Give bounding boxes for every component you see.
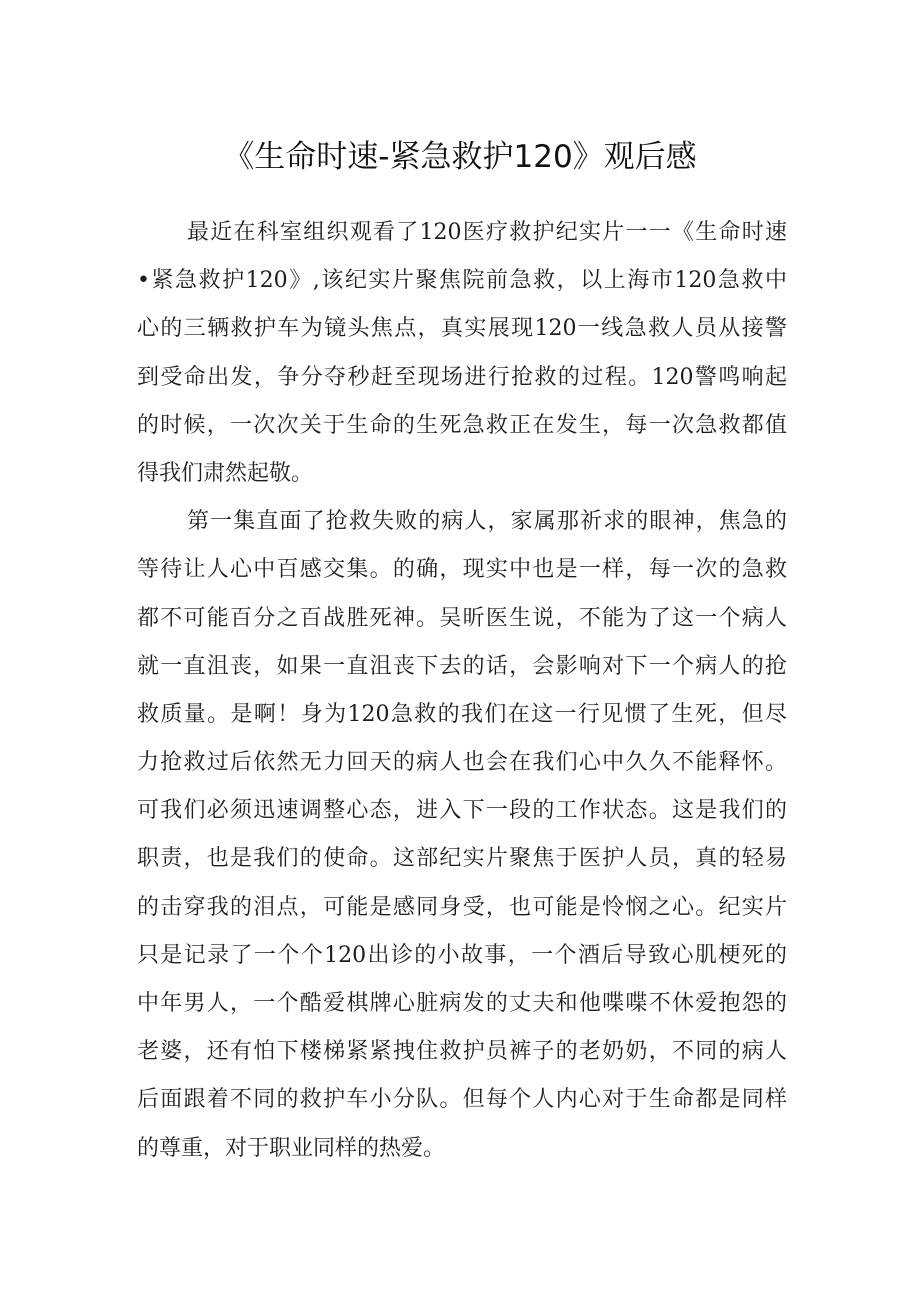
text-line: 中年男人，一个酷爱棋牌心脏病发的丈夫和他喋喋不休爱抱怨的 [137,991,787,1016]
text-line: 就一直沮丧，如果一直沮丧下去的话，会影响对下一个病人的抢 [137,653,787,679]
text-line: 第一集直面了抢救失败的病人，家属那祈求的眼神，焦急的 [187,509,787,535]
text-line: 职责，也是我们的使命。这部纪实片聚焦于医护人员，真的轻易 [137,846,787,872]
text-line: 的尊重，对于职业同样的热爱。 [137,1135,446,1161]
text-line: 力抢救过后依然无力回天的病人也会在我们心中久久不能释怀。 [137,750,787,776]
text-line: 后面跟着不同的救护车小分队。但每个人内心对于生命都是同样 [137,1087,787,1113]
text-line: 老婆，还有怕下楼梯紧紧拽住救护员裤子的老奶奶，不同的病人 [137,1039,787,1065]
text-line: 的时候，一次次关于生命的生死急救正在发生，每一次急救都值 [137,412,787,438]
document-body [137,209,787,1173]
document-title: 《生命时速-紧急救护120》观后感 [223,139,697,175]
text-line: 的击穿我的泪点，可能是感同身受，也可能是怜悯之心。纪实片 [137,894,787,920]
paragraph-2 [137,498,787,1173]
text-line: 救质量。是啊！身为120急救的我们在这一行见惯了生死，但尽 [137,701,787,727]
text-line: 可我们必须迅速调整心态，进入下一段的工作状态。这是我们的 [137,798,787,824]
text-line: 都不可能百分之百战胜死神。吴昕医生说，不能为了这一个病人 [137,605,787,631]
text-line: 等待让人心中百感交集。的确，现实中也是一样，每一次的急救 [137,557,787,583]
text-line: •紧急救护120》,该纪实片聚焦院前急救，以上海市120急救中 [137,268,787,294]
text-line: 最近在科室组织观看了120医疗救护纪实片一一《生命时速 [187,220,787,245]
text-line: 得我们肃然起敬。 [137,460,314,486]
text-line: 只是记录了一个个120出诊的小故事，一个酒后导致心肌梗死的 [137,942,787,968]
text-line: 到受命出发，争分夺秒赶至现场进行抢救的过程。120警鸣响起 [137,364,787,390]
paragraph-1 [137,209,787,498]
text-line: 心的三辆救护车为镜头焦点，真实展现120一线急救人员从接警 [137,316,787,342]
